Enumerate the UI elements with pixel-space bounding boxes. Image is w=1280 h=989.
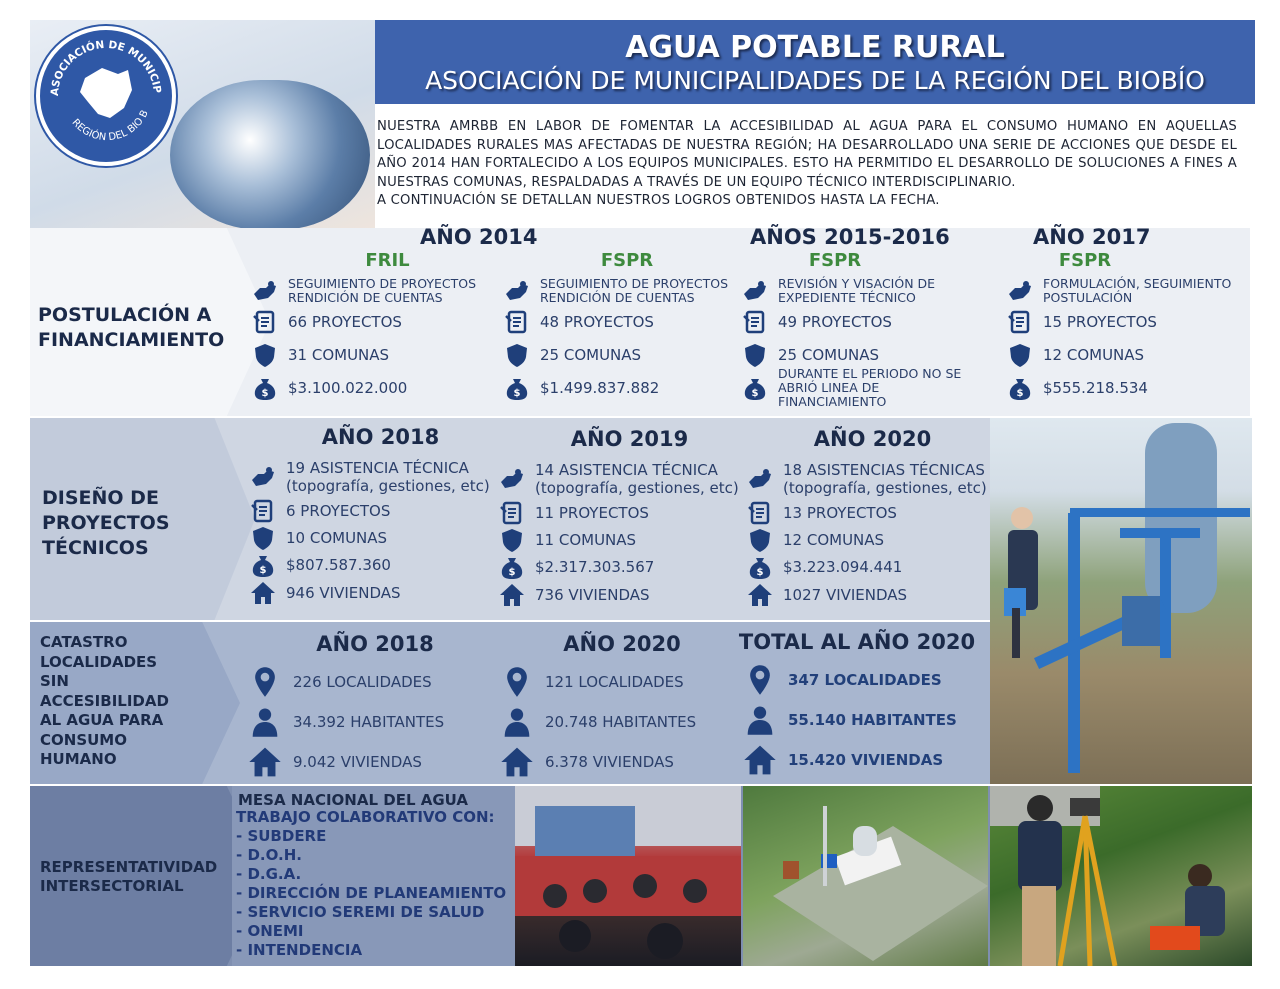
- viviendas-text: 946 VIVIENDAS: [286, 584, 401, 602]
- asistencia-detail: (topografía, gestiones, etc): [783, 479, 987, 497]
- item-desc: [502, 277, 742, 305]
- comunas-text: 12 COMUNAS: [783, 530, 885, 549]
- shield-icon: [502, 341, 532, 369]
- location-pin-icon: [497, 664, 537, 700]
- document-icon: [745, 499, 775, 527]
- viviendas-text: 1027 VIVIENDAS: [783, 586, 908, 604]
- desc-text: REVISIÓN Y VISACIÓN DE EXPEDIENTE TÉCNICO: [778, 276, 936, 305]
- section-label-postulacion: POSTULACIÓN A FINANCIAMIENTO: [38, 304, 225, 351]
- habitantes-text: 55.140 HABITANTES: [788, 711, 957, 729]
- habitantes-text: 20.748 HABITANTES: [545, 713, 697, 731]
- logo-top-text: ASOCIACIÓN DE MUNICIP: [48, 38, 163, 97]
- house-icon: [248, 579, 278, 607]
- mesa-title: MESA NACIONAL DEL AGUA: [238, 791, 468, 809]
- item-asistencia: [497, 459, 742, 499]
- monto-text: $2.317.303.567: [535, 558, 655, 576]
- money-bag-icon: [1005, 374, 1035, 402]
- year-2014: AÑO 2014: [420, 225, 538, 249]
- localidades-text: 347 LOCALIDADES: [788, 671, 942, 689]
- item-monto: [745, 553, 990, 581]
- item-monto: [248, 551, 493, 579]
- hands-icon: [745, 465, 775, 493]
- page-subtitle: ASOCIACIÓN DE MUNICIPALIDADES DE LA REGIÓN DEL BIOBÍO: [425, 66, 1205, 95]
- postulacion-col-fril: [250, 250, 495, 404]
- shield-icon: [248, 524, 278, 552]
- comunas-text: 12 COMUNAS: [1043, 345, 1145, 364]
- item-habitantes: [726, 700, 988, 740]
- fund-name: FSPR: [1058, 250, 1112, 271]
- desc-text: SEGUIMIENTO DE PROYECTOS RENDICIÓN DE CUENTAS: [540, 276, 729, 305]
- money-bag-icon: [497, 553, 527, 581]
- desc-text: SEGUIMIENTO DE PROYECTOS RENDICIÓN DE CUENTAS: [288, 276, 477, 305]
- house-icon: [745, 581, 775, 609]
- section-label-catastro: CATASTRO LOCALIDADES SIN ACCESIBILIDAD AL AGUA PARA CONSUMO HUMANO: [40, 633, 169, 768]
- year-label: AÑO 2020: [563, 632, 681, 656]
- item-desc: [740, 277, 990, 305]
- logo-emblem: [40, 30, 172, 162]
- house-icon: [497, 744, 537, 780]
- asistencia-detail: (topografía, gestiones, etc): [535, 479, 739, 497]
- year-label: AÑO 2019: [570, 427, 689, 451]
- proyectos-text: 66 PROYECTOS: [288, 312, 402, 331]
- item-proyectos: [250, 305, 495, 338]
- money-bag-icon: [250, 374, 280, 402]
- item-comunas: [502, 338, 742, 371]
- photo-meeting: [515, 786, 741, 966]
- year-2015-2016: AÑOS 2015-2016: [750, 225, 950, 249]
- hands-icon: [497, 465, 527, 493]
- money-bag-icon: [745, 553, 775, 581]
- location-pin-icon: [740, 662, 780, 698]
- association-logo: [36, 26, 176, 166]
- fund-name: FSPR: [600, 250, 654, 271]
- item-viviendas: [726, 740, 988, 780]
- item-habitantes: [497, 702, 737, 742]
- asistencia-text: [286, 459, 490, 495]
- habitantes-text: 34.392 HABITANTES: [293, 713, 445, 731]
- item-habitantes: [245, 702, 495, 742]
- item-comunas: [248, 524, 493, 551]
- shield-icon: [1005, 341, 1035, 369]
- location-pin-icon: [245, 664, 285, 700]
- year-2017: AÑO 2017: [1033, 225, 1151, 249]
- diseno-col-2019: [497, 427, 742, 609]
- diseno-col-2018: [248, 425, 493, 607]
- mesa-item: - SUBDERE: [236, 827, 327, 845]
- asistencia-text: [535, 461, 739, 497]
- postulacion-col-fspr-2017: [1005, 250, 1245, 404]
- intro-text: [377, 118, 1237, 211]
- year-label: TOTAL AL AÑO 2020: [738, 630, 976, 654]
- proyectos-text: 6 PROYECTOS: [286, 501, 391, 520]
- comunas-text: 10 COMUNAS: [286, 528, 388, 547]
- item-comunas: [250, 338, 495, 371]
- asistencia-text: [783, 461, 987, 497]
- mesa-item: - ONEMI: [236, 922, 304, 940]
- comunas-text: 25 COMUNAS: [540, 345, 642, 364]
- comunas-text: 25 COMUNAS: [778, 345, 880, 364]
- item-comunas: [745, 526, 990, 553]
- item-proyectos: [497, 499, 742, 526]
- document-icon: [250, 308, 280, 336]
- proyectos-text: 48 PROYECTOS: [540, 312, 654, 331]
- item-comunas: [1005, 338, 1245, 371]
- proyectos-text: 13 PROYECTOS: [783, 503, 897, 522]
- asistencia-count: 19 ASISTENCIA TÉCNICA: [286, 459, 469, 477]
- viviendas-text: 6.378 VIVIENDAS: [545, 753, 674, 771]
- hands-icon: [740, 277, 770, 305]
- item-viviendas: [248, 579, 493, 607]
- localidades-text: 121 LOCALIDADES: [545, 673, 684, 691]
- mesa-subtitle: TRABAJO COLABORATIVO CON:: [236, 808, 495, 826]
- person-icon: [245, 704, 285, 740]
- comunas-text: 11 COMUNAS: [535, 530, 637, 549]
- proyectos-text: 15 PROYECTOS: [1043, 312, 1157, 331]
- water-globe-image: [170, 80, 370, 230]
- money-bag-icon: [502, 374, 532, 402]
- item-viviendas: [245, 742, 495, 782]
- viviendas-text: 9.042 VIVIENDAS: [293, 753, 422, 771]
- item-viviendas: [745, 581, 990, 609]
- money-bag-icon: [248, 551, 278, 579]
- proyectos-text: 11 PROYECTOS: [535, 503, 649, 522]
- document-icon: [740, 308, 770, 336]
- item-viviendas: [497, 742, 737, 782]
- postulacion-col-fspr-2014: [502, 250, 742, 404]
- item-localidades: [497, 662, 737, 702]
- item-monto: [502, 371, 742, 404]
- page-title: AGUA POTABLE RURAL: [625, 30, 1005, 65]
- house-icon: [740, 742, 780, 778]
- fund-name: FRIL: [365, 250, 410, 271]
- mesa-item: - D.G.A.: [236, 865, 302, 883]
- localidades-text: 226 LOCALIDADES: [293, 673, 432, 691]
- intro-paragraph: NUESTRA AMRBB EN LABOR DE FOMENTAR LA ACCESIBILIDAD AL AGUA PARA EL CONSUMO HUMANO EN AQUELLAS LOCALIDADES RURALES MAS AFECTADAS DE NUESTRA REGIÓN; HA DESARROLLADO UNA SERIE DE ACCIONES QUE DESDE EL AÑO 2014 HAN FORTALECIDO A LOS EQUIPOS MUNICIPALES. ESTO HA PERMITIDO EL DESARROLLO DE SOLUCIONES A FINES A NUESTRAS COMUNAS, RESPALDADAS A TRAVÉS DE UN EQUIPO TÉCNICO INTERDISCIPLINARIO.: [377, 119, 1237, 190]
- monto-text: DURANTE EL PERIODO NO SE ABRIÓ LINEA DE FINANCIAMIENTO: [778, 365, 962, 409]
- viviendas-text: 15.420 VIVIENDAS: [788, 751, 944, 769]
- monto-text: $807.587.360: [286, 556, 391, 574]
- item-monto: [250, 371, 495, 404]
- photo-topography: [990, 786, 1252, 966]
- year-label: AÑO 2018: [321, 425, 440, 449]
- item-proyectos: [1005, 305, 1245, 338]
- proyectos-text: 49 PROYECTOS: [778, 312, 892, 331]
- document-icon: [1005, 308, 1035, 336]
- hands-icon: [502, 277, 532, 305]
- intro-paragraph-2: A CONTINUACIÓN SE DETALLAN NUESTROS LOGROS OBTENIDOS HASTA LA FECHA.: [377, 193, 940, 208]
- money-bag-icon: [740, 374, 770, 402]
- asistencia-count: 18 ASISTENCIAS TÉCNICAS: [783, 461, 985, 479]
- person-icon: [740, 702, 780, 738]
- hands-icon: [1005, 277, 1035, 305]
- catastro-col-2018: [245, 632, 495, 782]
- hands-icon: [250, 277, 280, 305]
- year-label: AÑO 2020: [813, 427, 932, 451]
- item-comunas: [497, 526, 742, 553]
- document-icon: [497, 499, 527, 527]
- item-proyectos: [502, 305, 742, 338]
- item-proyectos: [248, 497, 493, 524]
- item-proyectos: [745, 499, 990, 526]
- mesa-item: - D.O.H.: [236, 846, 302, 864]
- item-monto: [740, 365, 990, 409]
- comunas-text: 31 COMUNAS: [288, 345, 390, 364]
- photo-water-tank: [990, 418, 1252, 784]
- item-proyectos: [740, 305, 990, 338]
- item-desc: [1005, 277, 1245, 305]
- section-label-diseno: DISEÑO DE PROYECTOS TÉCNICOS: [42, 487, 170, 559]
- document-icon: [248, 497, 278, 525]
- house-icon: [497, 581, 527, 609]
- desc-text: FORMULACIÓN, SEGUIMIENTO POSTULACIÓN: [1043, 276, 1232, 305]
- monto-text: $555.218.534: [1043, 378, 1148, 397]
- photo-aerial-plant: [743, 786, 988, 966]
- section-label-representatividad: REPRESENTATIVIDAD INTERSECTORIAL: [40, 858, 218, 895]
- item-monto: [1005, 371, 1245, 404]
- shield-icon: [497, 526, 527, 554]
- catastro-col-2020: [497, 632, 737, 782]
- item-viviendas: [497, 581, 742, 609]
- year-label: AÑO 2018: [316, 632, 434, 656]
- shield-icon: [740, 341, 770, 369]
- diseno-col-2020: [745, 427, 990, 609]
- shield-icon: [250, 341, 280, 369]
- item-asistencia: [745, 459, 990, 499]
- item-asistencia: [248, 457, 493, 497]
- mesa-item: - DIRECCIÓN DE PLANEAMIENTO: [236, 884, 507, 902]
- mesa-item: - INTENDENCIA: [236, 941, 363, 959]
- asistencia-count: 14 ASISTENCIA TÉCNICA: [535, 461, 718, 479]
- catastro-col-total: [726, 630, 988, 780]
- fund-name: FSPR: [808, 250, 862, 271]
- house-icon: [245, 744, 285, 780]
- monto-text: $3.100.022.000: [288, 378, 408, 397]
- shield-icon: [745, 526, 775, 554]
- item-localidades: [726, 660, 988, 700]
- mesa-item: - SERVICIO SEREMI DE SALUD: [236, 903, 485, 921]
- postulacion-col-fspr-2015: [740, 250, 990, 409]
- person-icon: [497, 704, 537, 740]
- logo-bottom-text: REGIÓN DEL BIO B: [69, 108, 151, 144]
- document-icon: [502, 308, 532, 336]
- monto-text: $1.499.837.882: [540, 378, 660, 397]
- viviendas-text: 736 VIVIENDAS: [535, 586, 650, 604]
- asistencia-detail: (topografía, gestiones, etc): [286, 477, 490, 495]
- monto-text: $3.223.094.441: [783, 558, 903, 576]
- item-desc: [250, 277, 495, 305]
- item-localidades: [245, 662, 495, 702]
- hands-icon: [248, 463, 278, 491]
- item-monto: [497, 553, 742, 581]
